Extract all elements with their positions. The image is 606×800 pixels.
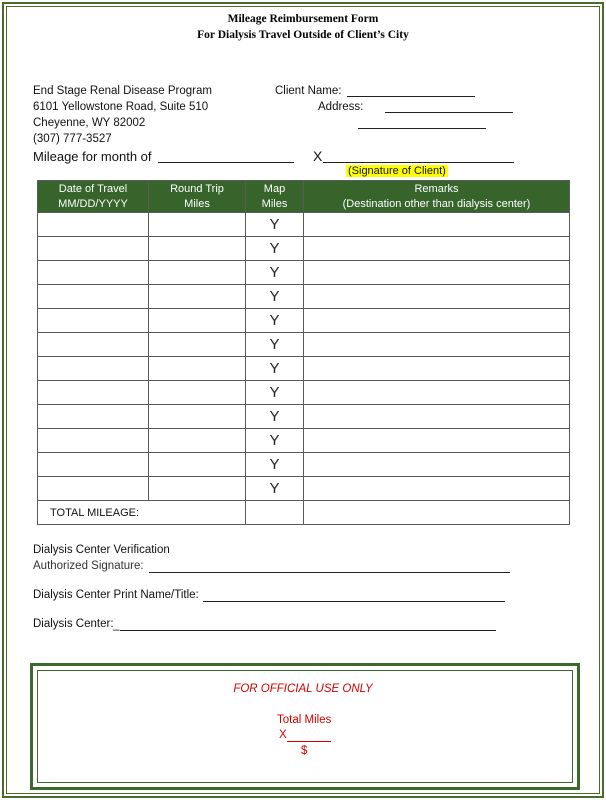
table-row (38, 285, 570, 309)
remarks-cell[interactable] (304, 309, 570, 333)
remarks-cell[interactable] (304, 333, 570, 357)
date-cell[interactable] (38, 213, 149, 237)
remarks-cell[interactable] (304, 357, 570, 381)
official-x-mark: X (279, 729, 287, 741)
dialysis-center-label: Dialysis Center: (33, 618, 114, 630)
date-cell[interactable] (38, 477, 149, 501)
client-signature-field[interactable] (323, 162, 514, 163)
table-row (38, 237, 570, 261)
round-trip-miles-cell[interactable] (149, 237, 246, 261)
round-trip-miles-cell[interactable] (149, 309, 246, 333)
map-miles-cell[interactable]: Y (246, 333, 304, 357)
table-row (38, 213, 570, 237)
program-city: Cheyenne, WY 82002 (33, 117, 146, 129)
remarks-cell[interactable] (304, 285, 570, 309)
official-use-heading: FOR OFFICIAL USE ONLY (233, 683, 373, 695)
round-trip-miles-cell[interactable] (149, 477, 246, 501)
round-trip-miles-cell[interactable] (149, 429, 246, 453)
table-row (38, 261, 570, 285)
map-miles-cell[interactable]: Y (246, 453, 304, 477)
client-address-line2[interactable] (358, 128, 486, 129)
print-name-title-field[interactable] (203, 601, 505, 602)
client-name-field[interactable] (347, 96, 475, 97)
remarks-cell[interactable] (304, 477, 570, 501)
client-name-label: Client Name: (275, 85, 342, 97)
date-cell[interactable] (38, 429, 149, 453)
round-trip-miles-cell[interactable] (149, 261, 246, 285)
total-miles-label: Total Miles (277, 714, 332, 726)
header-round-trip-miles: Round Trip Miles (149, 181, 246, 213)
table-row (38, 429, 570, 453)
table-header-row (38, 181, 570, 213)
remarks-cell[interactable] (304, 261, 570, 285)
table-row (38, 405, 570, 429)
mileage-table (37, 180, 570, 525)
table-row (38, 309, 570, 333)
date-cell[interactable] (38, 237, 149, 261)
date-cell[interactable] (38, 309, 149, 333)
date-cell[interactable] (38, 261, 149, 285)
remarks-cell[interactable] (304, 381, 570, 405)
signature-of-client-label: (Signature of Client) (348, 165, 446, 177)
date-cell[interactable] (38, 285, 149, 309)
remarks-cell[interactable] (304, 429, 570, 453)
table-row (38, 453, 570, 477)
round-trip-miles-cell[interactable] (149, 357, 246, 381)
print-name-title-label: Dialysis Center Print Name/Title: (33, 589, 199, 601)
program-street: 6101 Yellowstone Road, Suite 510 (33, 101, 209, 113)
official-dollar-sign: $ (301, 745, 308, 757)
client-address-line1[interactable] (385, 112, 513, 113)
form-subtitle: For Dialysis Travel Outside of Client’s City (197, 29, 409, 41)
table-row (38, 357, 570, 381)
map-miles-cell[interactable]: Y (246, 261, 304, 285)
mileage-month-field[interactable] (158, 162, 294, 163)
map-miles-cell[interactable]: Y (246, 237, 304, 261)
round-trip-miles-cell[interactable] (149, 405, 246, 429)
form-title: Mileage Reimbursement Form (227, 13, 379, 25)
date-cell[interactable] (38, 453, 149, 477)
total-mileage-row (38, 501, 570, 525)
date-cell[interactable] (38, 381, 149, 405)
remarks-cell[interactable] (304, 405, 570, 429)
date-cell[interactable] (38, 405, 149, 429)
map-miles-cell[interactable]: Y (246, 429, 304, 453)
round-trip-miles-cell[interactable] (149, 333, 246, 357)
authorized-signature-label: Authorized Signature: (33, 560, 144, 572)
map-miles-cell[interactable]: Y (246, 405, 304, 429)
date-cell[interactable] (38, 333, 149, 357)
table-row (38, 381, 570, 405)
round-trip-miles-cell[interactable] (149, 285, 246, 309)
map-miles-cell[interactable]: Y (246, 381, 304, 405)
map-miles-cell[interactable]: Y (246, 285, 304, 309)
authorized-signature-field[interactable] (149, 572, 510, 573)
program-name: End Stage Renal Disease Program (33, 85, 212, 97)
program-phone: (307) 777-3527 (33, 133, 112, 145)
dialysis-center-value: _ (113, 619, 120, 631)
header-date-of-travel: Date of Travel MM/DD/YYYY (38, 181, 149, 213)
dialysis-center-field[interactable] (120, 630, 496, 631)
map-miles-cell[interactable]: Y (246, 357, 304, 381)
signature-x-mark: X (313, 148, 323, 164)
date-cell[interactable] (38, 357, 149, 381)
round-trip-miles-cell[interactable] (149, 453, 246, 477)
remarks-cell[interactable] (304, 453, 570, 477)
total-mileage-label: TOTAL MILEAGE: (38, 501, 246, 525)
header-map-miles: Map Miles (246, 181, 304, 213)
remarks-cell[interactable] (304, 237, 570, 261)
map-miles-cell[interactable]: Y (246, 477, 304, 501)
table-row (38, 333, 570, 357)
map-miles-cell[interactable]: Y (246, 309, 304, 333)
official-total-miles-field[interactable] (287, 741, 331, 742)
map-miles-cell[interactable]: Y (246, 213, 304, 237)
total-map-miles-cell[interactable] (246, 501, 304, 525)
round-trip-miles-cell[interactable] (149, 213, 246, 237)
mileage-month-label: Mileage for month of (33, 149, 152, 164)
remarks-cell[interactable] (304, 213, 570, 237)
client-address-label: Address: (318, 101, 364, 113)
table-row (38, 477, 570, 501)
verification-heading: Dialysis Center Verification (33, 544, 170, 556)
total-remarks-cell[interactable] (304, 501, 570, 525)
header-remarks: Remarks (Destination other than dialysis center) (304, 181, 570, 213)
round-trip-miles-cell[interactable] (149, 381, 246, 405)
